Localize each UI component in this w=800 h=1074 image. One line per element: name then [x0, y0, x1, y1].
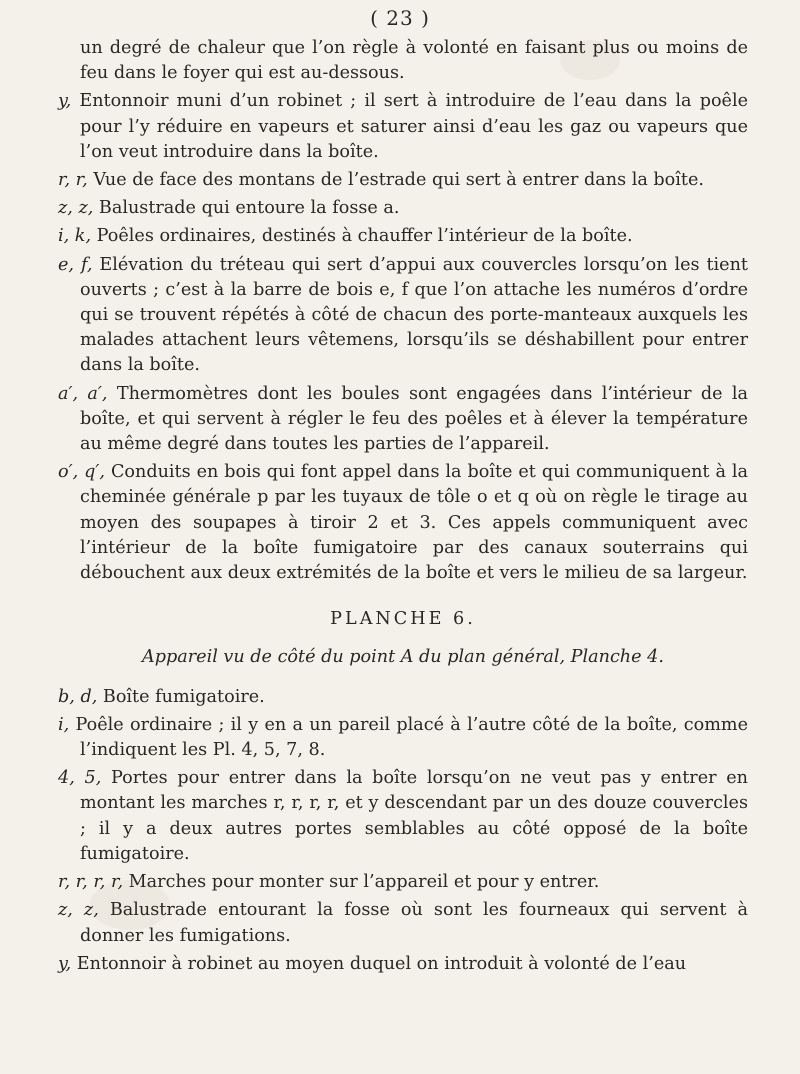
legend-entry	[58, 685, 748, 710]
page-number: ( 23 )	[370, 6, 430, 30]
plate-subtitle: Appareil vu de côté du point A du plan général, Planche 4.	[142, 647, 664, 668]
entry-text: Conduits en bois qui font appel dans la boîte et qui communiquent à la cheminée générale p par les tuyaux de tôle o et q où on règle le tirage au moyen des soupapes à tiroir 2 et 3. Ces appels communiquent avec l’intérieur de la boîte fumigatoire par des canaux souterrains qui débouchent aux deux extrémités de la boîte et vers le milieu de sa largeur.	[80, 462, 749, 584]
legend-entry	[58, 224, 748, 249]
entry-label: r, r,	[58, 170, 88, 191]
legend-entry	[58, 382, 748, 458]
legend-entry	[58, 898, 748, 948]
entry-label: i,	[58, 714, 70, 735]
entry-label: z, z,	[58, 900, 99, 921]
entry-label: b, d,	[58, 686, 98, 707]
legend-entry	[58, 253, 748, 379]
entry-label: z, z,	[58, 198, 94, 219]
legend-entry	[58, 460, 748, 586]
entry-label: e, f,	[58, 254, 93, 275]
entry-label: y,	[58, 91, 72, 112]
legend-entry	[58, 766, 748, 867]
entry-text: Entonnoir muni d’un robinet ; il sert à introduire de l’eau dans la poêle pour l’y réduire en vapeurs et saturer ainsi d’eau les gaz ou vapeurs que l’on veut introduire dans la boîte.	[79, 91, 748, 162]
legend-entry	[58, 952, 748, 977]
entry-text: Thermomètres dont les boules sont engagées dans l’intérieur de la boîte, et qui servent à régler le feu des poêles et à élever la température au même degré dans toutes les parties de l’appareil.	[80, 383, 749, 455]
plate-heading: PLANCHE 6.	[330, 609, 476, 630]
legend-entry	[58, 168, 748, 193]
entry-label: o′, q′,	[58, 462, 105, 483]
entry-text: Vue de face des montans de l’estrade qui sert à entrer dans la boîte.	[93, 170, 704, 191]
entry-text: Poêle ordinaire ; il y en a un pareil placé à l’autre côté de la boîte, comme l’indiquent les Pl. 4, 5, 7, 8.	[75, 714, 748, 761]
legend-entry	[58, 89, 748, 165]
entry-text: Poêles ordinaires, destinés à chauffer l’intérieur de la boîte.	[96, 226, 633, 247]
entry-label: y,	[58, 953, 72, 974]
entry-label: a′, a′,	[58, 383, 108, 404]
page-body	[58, 36, 748, 980]
entry-text: Elévation du tréteau qui sert d’appui aux couvercles lorsqu’on les tient ouverts ; c’est à la barre de bois e, f que l’on attache les numéros d’ordre qui se trouvent répétés à côté de chacun des porte-manteaux auxquels les malades attachent leurs vêtemens, lorsqu’ils se déshabillent pour entrer dans la boîte.	[80, 254, 749, 376]
entry-text: Entonnoir à robinet au moyen duquel on introduit à volonté de l’eau	[76, 953, 687, 974]
entry-continuation	[58, 36, 748, 86]
entry-text: Marches pour monter sur l’appareil et pour y entrer.	[128, 872, 600, 893]
legend-entry	[58, 713, 748, 763]
entry-label: i, k,	[58, 226, 92, 247]
entry-text: Boîte fumigatoire.	[102, 686, 265, 707]
legend-entry	[58, 870, 748, 895]
entry-label: 4, 5,	[58, 768, 102, 789]
entry-text: Portes pour entrer dans la boîte lorsqu’on ne veut pas y entrer en montant les marches r, r, r, r, et y descendant par un des douze couvercles ; il y a deux autres portes semblables au côté opposé de la boîte fumigatoire.	[80, 768, 749, 864]
entry-text: un degré de chaleur que l’on règle à volonté en faisant plus ou moins de feu dans le foyer qui est au-dessous.	[80, 38, 748, 84]
legend-entry	[58, 196, 748, 221]
entry-label: r, r, r, r,	[58, 872, 124, 893]
entry-text: Balustrade qui entoure la fosse a.	[98, 198, 400, 219]
entry-text: Balustrade entourant la fosse où sont les fourneaux qui servent à donner les fumigations.	[80, 900, 748, 946]
